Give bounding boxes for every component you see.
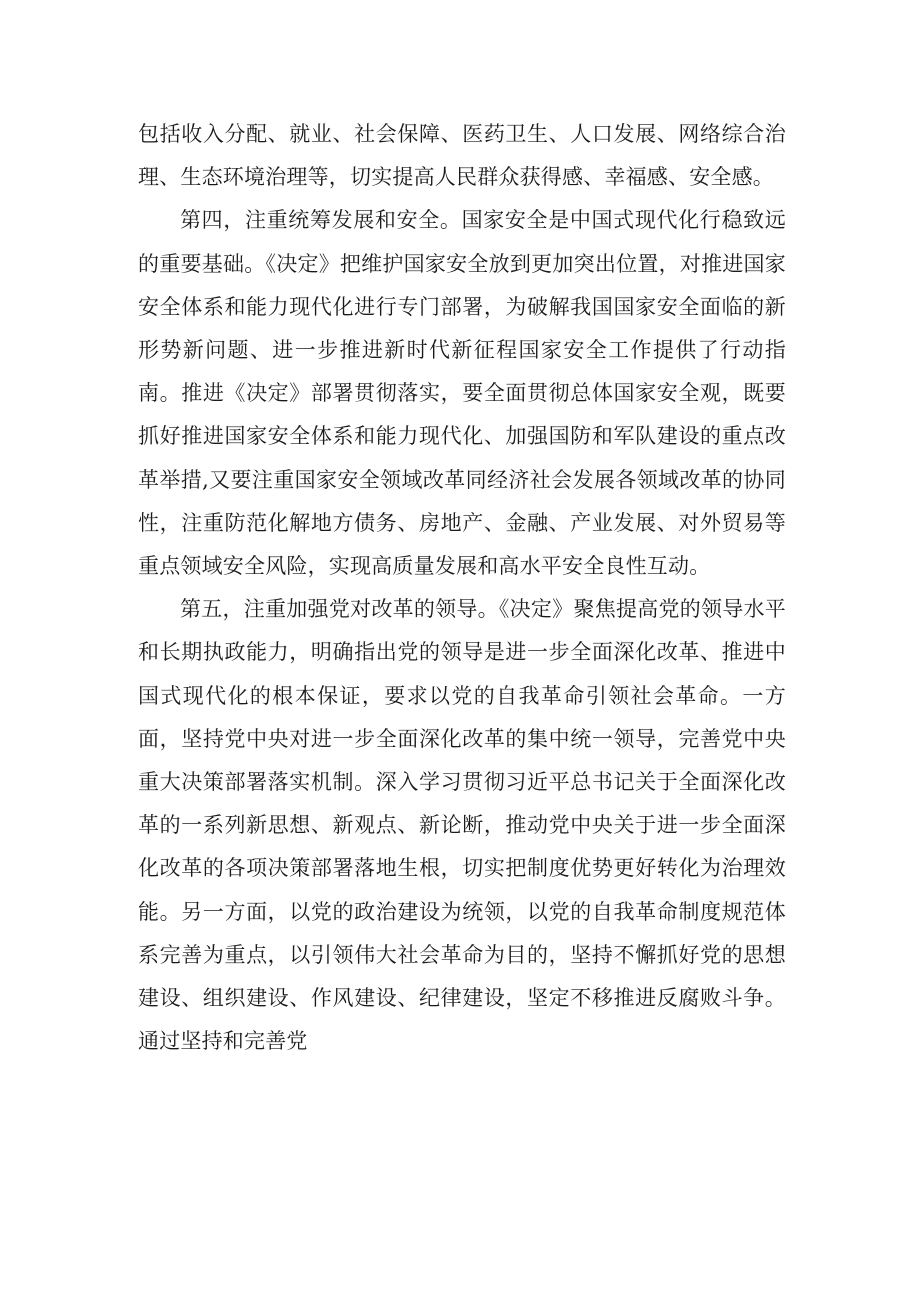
paragraph-continuation: 包括收入分配、就业、社会保障、医药卫生、人口发展、网络综合治理、生态环境治理等，切实提高人民群众获得感、幸福感、安全感。 [138,122,786,190]
paragraph-point-four: 第四，注重统筹发展和安全。国家安全是中国式现代化行稳致远的重要基础。《决定》把维护国家安全放到更加突出位置，对推进国家安全体系和能力现代化进行专门部署，为破解我国国家安全面临的新形势新问题、进一步推进新时代新征程国家安全工作提供了行动指南。推进《决定》部署贯彻落实，要全面贯彻总体国家安全观，既要抓好推进国家安全体系和能力现代化、加强国防和军队建设的重点改革举措,又要注重国家安全领域改革同经济社会发展各领域改革的协同性，注重防范化解地方债务、房地产、金融、产业发展、对外贸易等重点领域安全风险，实现高质量发展和高水平安全良性互动。 [138,208,786,579]
paragraph-point-five: 第五，注重加强党对改革的领导。《决定》聚焦提高党的领导水平和长期执政能力，明确指出党的领导是进一步全面深化改革、推进中国式现代化的根本保证，要求以党的自我革命引领社会革命。一方面，坚持党中央对进一步全面深化改革的集中统一领导，完善党中央重大决策部署落实机制。深入学习贯彻习近平总书记关于全面深化改革的一系列新思想、新观点、新论断，推动党中央关于进一步全面深化改革的各项决策部署落地生根，切实把制度优势更好转化为治理效能。另一方面，以党的政治建设为统领，以党的自我革命制度规范体系完善为重点，以引领伟大社会革命为目的，坚持不懈抓好党的思想建设、组织建设、作风建设、纪律建设，坚定不移推进反腐败斗争。通过坚持和完善党 [138,597,786,1054]
document-page [138,113,786,1063]
